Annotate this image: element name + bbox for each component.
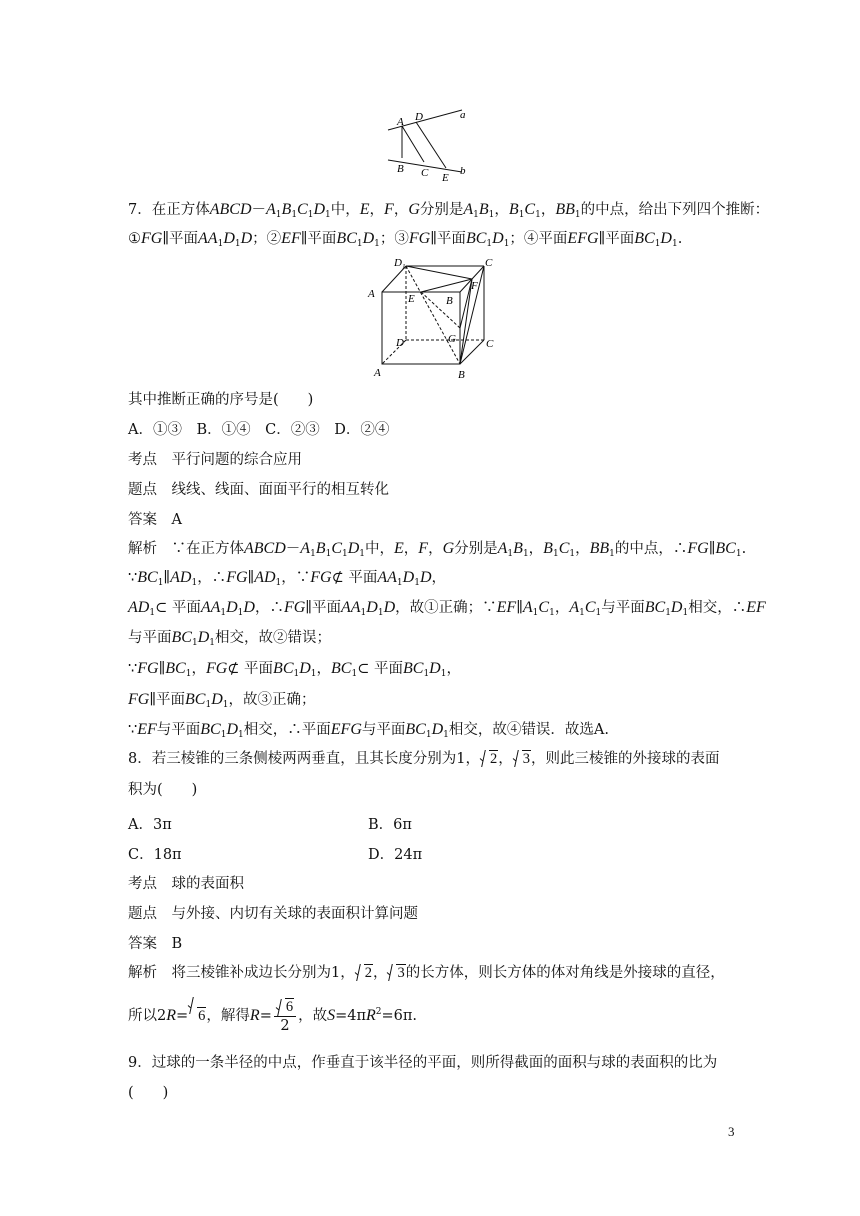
cube-label-B1: B	[446, 295, 453, 307]
q7-analysis-6: FG∥平面$BC_1D_1$，故③正确；	[128, 691, 316, 710]
cube-label-A1: A	[368, 288, 375, 300]
cube-label-D1-sub: 1	[402, 263, 406, 271]
cube-label-B: B	[458, 369, 465, 380]
cube-label-D: D	[396, 337, 404, 349]
figure-parallel-lines	[380, 104, 490, 184]
fig1-label-B: B	[397, 163, 404, 175]
q8-analysis-1: 解析 将三棱锥补成边长分别为1， 2， 3的长方体，则长方体的体对角线是外接球的直径，	[128, 965, 725, 981]
q7-line2: ①FG∥平面$AA_1D_1D$；②EF∥平面$BC_1D_1$；③FG∥平面$BC_1D_1$；④平面EFG∥平面$BC_1D_1$.	[128, 230, 683, 249]
q7-options: A．①③ B．①④ C．②③ D．②④	[128, 422, 390, 438]
cube-label-F: F	[471, 280, 478, 292]
cube-label-D1: D	[394, 257, 402, 269]
cube-label-C: C	[486, 338, 494, 350]
cube-label-C1: C	[485, 257, 493, 269]
q8-option-b: B．6π	[368, 817, 412, 833]
cube-label-G: G	[448, 333, 456, 345]
q7-analysis-2: $\because BC_1\parallel AD_1$，$\therefore FG\parallel AD_1$，∵FG⊄ 平面$AA_1D_1D$，	[128, 569, 447, 588]
q7-analysis-4: 与平面$BC_1D_1$相交，故②错误；	[128, 629, 331, 648]
q8-option-d: D．24π	[368, 847, 423, 863]
q8-tidian: 题点 与外接、内切有关球的表面积计算问题	[128, 906, 418, 922]
q7-analysis-7: ∵EF与平面$BC_1D_1$相交，∴平面EFG与平面$BC_1D_1$相交，故④错误．故选A.	[128, 721, 609, 740]
q7-line1: 7．在正方体$ABCD-A_1B_1C_1D_1$中，E，F，G分别是$A_1B_1$，$B_1C_1$，$BB_1$的中点，给出下列四个推断：	[128, 201, 770, 220]
q8-kaodian: 考点 球的表面积	[128, 876, 244, 892]
q7-prompt: 其中推断正确的序号是( )	[128, 392, 314, 408]
figure-cube	[364, 254, 504, 380]
fig1-label-a: a	[460, 109, 466, 121]
fig1-label-C: C	[421, 167, 429, 179]
page-number: 3	[728, 1124, 735, 1139]
q8-answer: 答案 B	[128, 936, 183, 952]
fig1-label-D: D	[415, 111, 423, 123]
fig1-label-A: A	[397, 116, 404, 128]
q7-tidian: 题点 线线、线面、面面平行的相互转化	[128, 482, 389, 498]
q9-line1: 9．过球的一条半径的中点，作垂直于该半径的平面，则所得截面的面积与球的表面积的比为	[128, 1055, 718, 1071]
q7-analysis-1: 解析 ∵在正方体$ABCD-A_1B_1C_1D_1$中，E，F，G分别是$A_1B_1$，$B_1C_1$，$BB_1$的中点，$\therefore FG\parallel BC_1$.	[128, 540, 747, 559]
q8-option-c: C．18π	[128, 847, 182, 863]
cube-label-E: E	[408, 293, 415, 305]
cube-label-A: A	[374, 367, 381, 379]
fig1-label-E: E	[442, 172, 449, 184]
q8-line1: 8．若三棱锥的三条侧棱两两垂直，且其长度分别为1， 2， 3，则此三棱锥的外接球的表面	[128, 751, 720, 767]
q7-kaodian: 考点 平行问题的综合应用	[128, 452, 302, 468]
q8-analysis-2: 所以2R= 6，解得R= $\frac{6}{2}$ ，故$S=4\pi R^2=6\pi$.	[128, 996, 417, 1036]
fig1-label-b: b	[460, 165, 466, 177]
q7-analysis-3: $AD_1\subset$ 平面$AA_1D_1D$，∴FG∥平面$AA_1D_1D$，故①正确；$\because EF\parallel A_1C_1$，$A_1C_1$与平面$BC_1D_1$相交，∴EF	[128, 599, 766, 618]
q8-option-a: A．3π	[128, 817, 172, 833]
q9-line2: ( )	[128, 1085, 169, 1101]
q7-answer: 答案 A	[128, 512, 182, 528]
q8-line2: 积为( )	[128, 782, 198, 798]
q7-analysis-5: $\because FG\parallel BC_1$，FG⊄ 平面$BC_1D_1$，$BC_1\subset$ 平面$BC_1D_1$，	[128, 660, 461, 679]
